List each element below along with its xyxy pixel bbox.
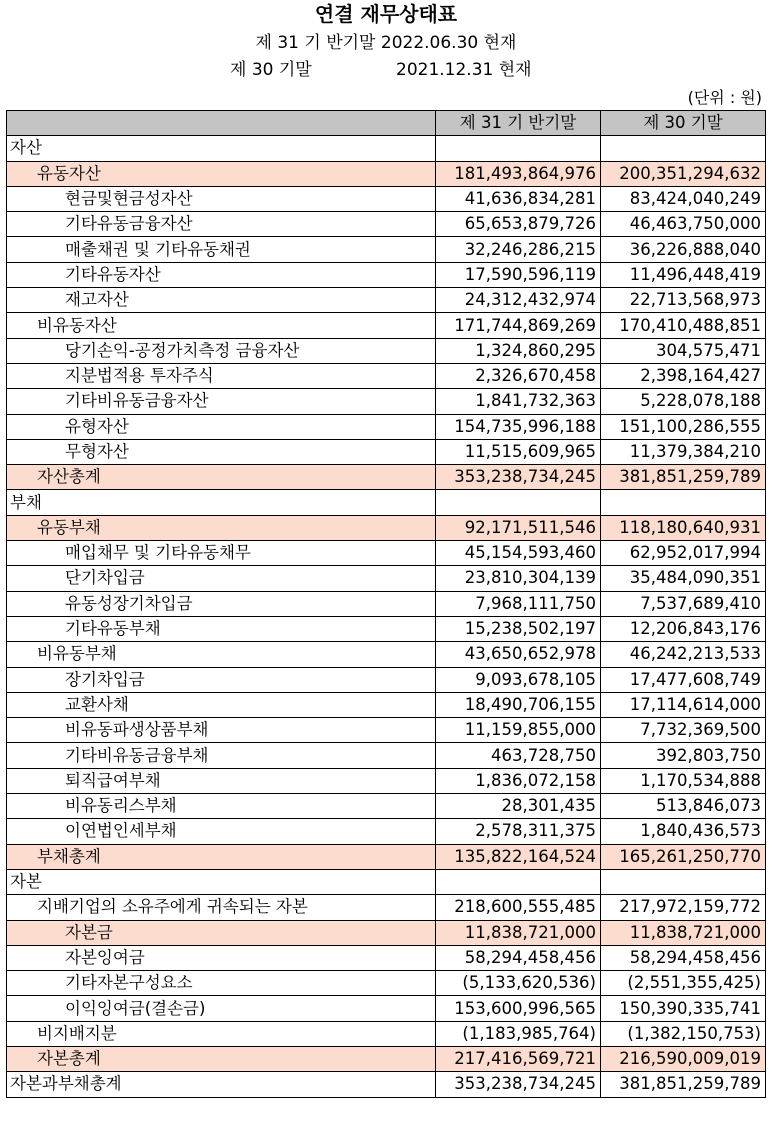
prior-period-label: 제 30 기말 [230,60,312,80]
header-current-period: 제 31 기 반기말 [436,111,601,136]
account-label: 유형자산 [7,414,436,439]
current-period-value: 7,968,111,750 [436,591,601,616]
prior-period-value: 513,846,073 [601,794,766,819]
current-period-value: 353,238,734,245 [436,465,601,490]
account-label: 지배기업의 소유주에게 귀속되는 자본 [7,895,436,920]
prior-period-value: 118,180,640,931 [601,515,766,540]
prior-period-value: 170,410,488,851 [601,313,766,338]
prior-period-value: 304,575,471 [601,338,766,363]
current-period-value: 92,171,511,546 [436,515,601,540]
account-label: 자본잉여금 [7,945,436,970]
table-header-row [7,111,766,136]
prior-period-value: 1,170,534,888 [601,768,766,793]
current-period-value: 353,238,734,245 [436,1072,601,1097]
current-period-value: (1,183,985,764) [436,1021,601,1046]
table-row [7,692,766,717]
table-row [7,895,766,920]
current-period-value [436,869,601,894]
current-period-value: 154,735,996,188 [436,414,601,439]
account-label: 기타유동부채 [7,616,436,641]
balance-sheet-table [6,110,766,1098]
prior-period-value [601,490,766,515]
prior-period-value: 35,484,090,351 [601,566,766,591]
table-row [7,136,766,161]
current-period-value: 1,324,860,295 [436,338,601,363]
prior-period-value: 17,114,614,000 [601,692,766,717]
account-label: 유동부채 [7,515,436,540]
table-row [7,844,766,869]
prior-period-value: 216,590,009,019 [601,1046,766,1071]
table-row [7,237,766,262]
current-period-value: 218,600,555,485 [436,895,601,920]
current-period-value [436,136,601,161]
account-label: 매출채권 및 기타유동채권 [7,237,436,262]
current-period-value: 1,841,732,363 [436,389,601,414]
prior-period-value: 1,840,436,573 [601,819,766,844]
prior-period-value: 46,242,213,533 [601,642,766,667]
table-row [7,768,766,793]
account-label: 자본금 [7,920,436,945]
table-row [7,1072,766,1097]
prior-period-value: 58,294,458,456 [601,945,766,970]
table-row [7,262,766,287]
prior-period-value [601,136,766,161]
table-row [7,591,766,616]
account-label: 이익잉여금(결손금) [7,996,436,1021]
table-row [7,439,766,464]
prior-period-value: 217,972,159,772 [601,895,766,920]
table-body [7,136,766,1097]
table-row [7,363,766,388]
current-period-value: (5,133,620,536) [436,971,601,996]
current-period-value: 463,728,750 [436,743,601,768]
prior-period-value [601,869,766,894]
account-label: 장기차입금 [7,667,436,692]
table-row [7,515,766,540]
current-period-value: 43,650,652,978 [436,642,601,667]
table-row [7,667,766,692]
table-row [7,794,766,819]
account-label: 이연법인세부채 [7,819,436,844]
account-label: 비지배지분 [7,1021,436,1046]
table-row [7,566,766,591]
account-label: 기타비유동금융자산 [7,389,436,414]
prior-period-value: 151,100,286,555 [601,414,766,439]
prior-period-value: 200,351,294,632 [601,161,766,186]
table-row [7,186,766,211]
prior-period-value: 62,952,017,994 [601,541,766,566]
prior-period-date: 2021.12.31 현재 [396,60,532,80]
account-label: 부채 [7,490,436,515]
prior-period-value: 17,477,608,749 [601,667,766,692]
prior-period-value: 165,261,250,770 [601,844,766,869]
account-label: 비유동파생상품부채 [7,718,436,743]
current-period-value: 135,822,164,524 [436,844,601,869]
table-row [7,161,766,186]
current-period-value: 65,653,879,726 [436,212,601,237]
prior-period-value: (1,382,150,753) [601,1021,766,1046]
prior-period-value: 5,228,078,188 [601,389,766,414]
prior-period-value: 2,398,164,427 [601,363,766,388]
account-label: 현금및현금성자산 [7,186,436,211]
account-label: 기타자본구성요소 [7,971,436,996]
table-row [7,945,766,970]
prior-period-value: 7,537,689,410 [601,591,766,616]
table-row [7,718,766,743]
prior-period-value: 12,206,843,176 [601,616,766,641]
current-period-value: 58,294,458,456 [436,945,601,970]
account-label: 무형자산 [7,439,436,464]
table-row [7,288,766,313]
table-row [7,1021,766,1046]
current-period-value: 41,636,834,281 [436,186,601,211]
table-row [7,920,766,945]
current-period-value: 181,493,864,976 [436,161,601,186]
table-row [7,642,766,667]
current-period-value: 2,578,311,375 [436,819,601,844]
account-label: 자본과부채총계 [7,1072,436,1097]
current-period-value: 11,515,609,965 [436,439,601,464]
prior-period-value: 11,379,384,210 [601,439,766,464]
current-period-value: 171,744,869,269 [436,313,601,338]
current-period-value: 45,154,593,460 [436,541,601,566]
account-label: 비유동자산 [7,313,436,338]
account-label: 매입채무 및 기타유동채무 [7,541,436,566]
prior-period-value: 36,226,888,040 [601,237,766,262]
prior-period-value: 392,803,750 [601,743,766,768]
table-row [7,313,766,338]
table-row [7,490,766,515]
account-label: 비유동리스부채 [7,794,436,819]
table-row [7,869,766,894]
table-row [7,541,766,566]
account-label: 기타유동자산 [7,262,436,287]
current-period-value: 1,836,072,158 [436,768,601,793]
unit-label: (단위 : 원) [687,88,762,107]
table-row [7,212,766,237]
current-period-value [436,490,601,515]
current-period-value: 2,326,670,458 [436,363,601,388]
account-label: 교환사채 [7,692,436,717]
current-period-value: 28,301,435 [436,794,601,819]
account-label: 기타유동금융자산 [7,212,436,237]
current-period-value: 23,810,304,139 [436,566,601,591]
table-row [7,616,766,641]
current-period-value: 17,590,596,119 [436,262,601,287]
current-period-value: 11,838,721,000 [436,920,601,945]
table-row [7,996,766,1021]
account-label: 기타비유동금융부채 [7,743,436,768]
account-label: 당기손익-공정가치측정 금융자산 [7,338,436,363]
prior-period-value: 7,732,369,500 [601,718,766,743]
current-period-label: 제 31 기 반기말 2022.06.30 현재 [255,33,517,53]
prior-period-value: 150,390,335,741 [601,996,766,1021]
account-label: 퇴직급여부채 [7,768,436,793]
current-period-value: 15,238,502,197 [436,616,601,641]
header-account [7,111,436,136]
current-period-value: 153,600,996,565 [436,996,601,1021]
prior-period-value: 11,838,721,000 [601,920,766,945]
header-prior-period: 제 30 기말 [601,111,766,136]
table-row [7,971,766,996]
account-label: 자본총계 [7,1046,436,1071]
prior-period-value: 83,424,040,249 [601,186,766,211]
page-title: 연결 재무상태표 [314,2,458,26]
account-label: 지분법적용 투자주식 [7,363,436,388]
prior-period-value: 22,713,568,973 [601,288,766,313]
table-row [7,414,766,439]
account-label: 자산총계 [7,465,436,490]
prior-period-value: 381,851,259,789 [601,1072,766,1097]
current-period-value: 217,416,569,721 [436,1046,601,1071]
table-row [7,1046,766,1071]
table-row [7,819,766,844]
prior-period-value: 11,496,448,419 [601,262,766,287]
current-period-value: 32,246,286,215 [436,237,601,262]
account-label: 부채총계 [7,844,436,869]
table-row [7,389,766,414]
account-label: 재고자산 [7,288,436,313]
prior-period-value: (2,551,355,425) [601,971,766,996]
account-label: 유동자산 [7,161,436,186]
account-label: 단기차입금 [7,566,436,591]
current-period-value: 11,159,855,000 [436,718,601,743]
account-label: 비유동부채 [7,642,436,667]
current-period-value: 24,312,432,974 [436,288,601,313]
account-label: 자본 [7,869,436,894]
table-row [7,338,766,363]
table-row [7,743,766,768]
current-period-value: 18,490,706,155 [436,692,601,717]
prior-period-value: 46,463,750,000 [601,212,766,237]
table-row [7,465,766,490]
account-label: 자산 [7,136,436,161]
prior-period-value: 381,851,259,789 [601,465,766,490]
account-label: 유동성장기차입금 [7,591,436,616]
current-period-value: 9,093,678,105 [436,667,601,692]
